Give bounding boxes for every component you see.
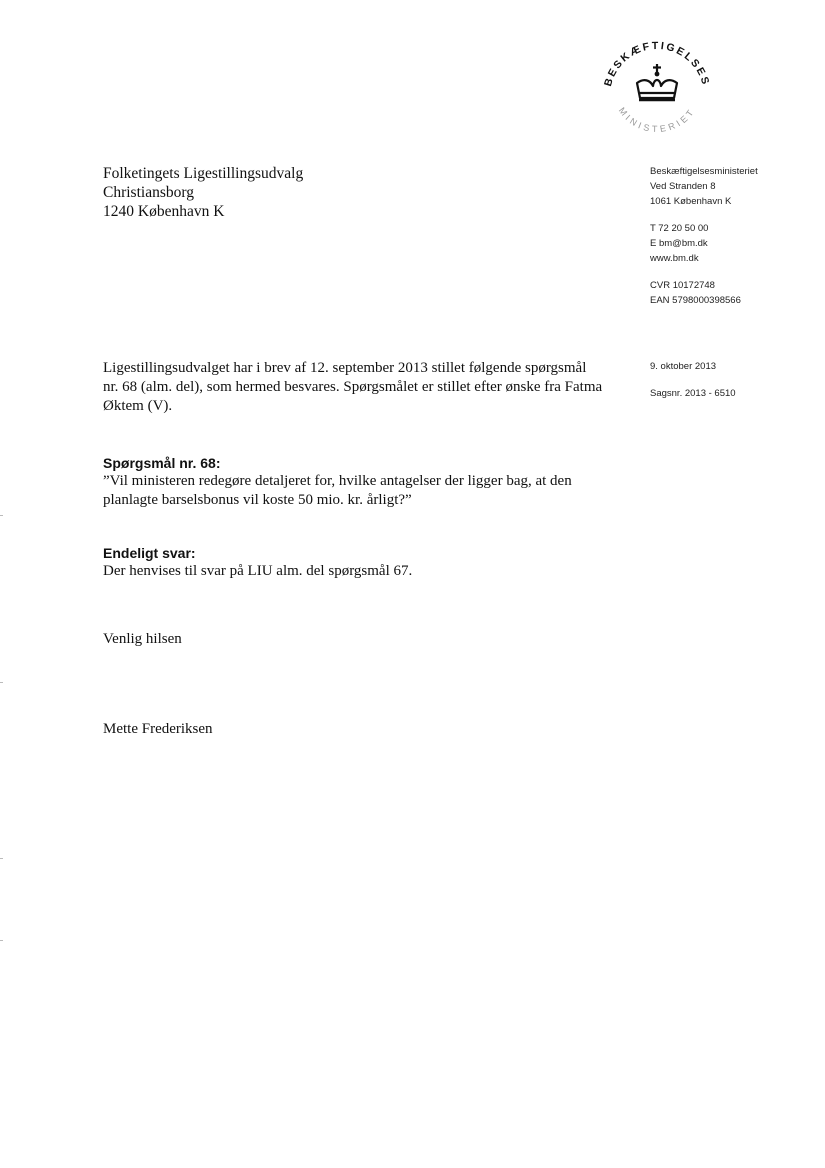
recipient-address: [103, 164, 303, 221]
recipient-line: Folketingets Ligestillingsudvalg: [103, 165, 304, 182]
sender-email: E bm@bm.dk: [650, 238, 708, 249]
intro-line: Ligestillingsudvalget har i brev af 12. september 2013 stillet følgende spørgsmål: [103, 360, 587, 376]
intro-paragraph: [103, 359, 623, 416]
question-line: planlagte barselsbonus vil koste 50 mio. kr. årligt?”: [103, 492, 412, 508]
svg-text:MINISTERIET: [617, 106, 697, 134]
scan-mark: [0, 682, 3, 683]
sender-address-block: [650, 164, 758, 209]
sender-registration-block: [650, 278, 758, 308]
scan-mark: [0, 940, 3, 941]
crown-seal-icon: [596, 34, 718, 140]
sender-street: Ved Stranden 8: [650, 181, 716, 192]
sender-web: www.bm.dk: [650, 253, 699, 264]
recipient-line: 1240 København K: [103, 203, 225, 220]
sender-phone: T 72 20 50 00: [650, 223, 709, 234]
letter-date: 9. oktober 2013: [650, 361, 717, 372]
intro-line: Øktem (V).: [103, 398, 173, 414]
answer-section: [103, 545, 412, 581]
sender-cvr: CVR 10172748: [650, 280, 715, 291]
answer-heading: Endeligt svar:: [103, 545, 196, 561]
letter-meta: [650, 361, 736, 399]
sender-details: [650, 164, 758, 320]
question-text: [103, 472, 572, 510]
question-section: [103, 455, 572, 510]
logo-arc-top-text: BESKÆFTIGELSES: [602, 39, 712, 88]
scan-mark: [0, 858, 3, 859]
case-number: Sagsnr. 2013 - 6510: [650, 388, 736, 399]
sender-ean: EAN 5798000398566: [650, 295, 741, 306]
sender-city: 1061 København K: [650, 196, 732, 207]
recipient-line: Christiansborg: [103, 184, 194, 201]
answer-text: Der henvises til svar på LIU alm. del spørgsmål 67.: [103, 563, 413, 579]
signature-name: Mette Frederiksen: [103, 721, 213, 737]
logo-arc-bottom-text: MINISTERIET: [616, 105, 698, 135]
sender-contact-block: [650, 221, 758, 266]
intro-line: nr. 68 (alm. del), som hermed besvares. Spørgsmålet er stillet efter ønske fra Fatma: [103, 379, 603, 395]
scan-mark: [0, 515, 3, 516]
ministry-logo: [596, 34, 718, 140]
question-heading: Spørgsmål nr. 68:: [103, 455, 221, 471]
closing-greeting: Venlig hilsen: [103, 631, 182, 647]
sender-name: Beskæftigelsesministeriet: [650, 166, 758, 177]
question-line: ”Vil ministeren redegøre detaljeret for, hvilke antagelser der ligger bag, at den: [103, 473, 572, 489]
